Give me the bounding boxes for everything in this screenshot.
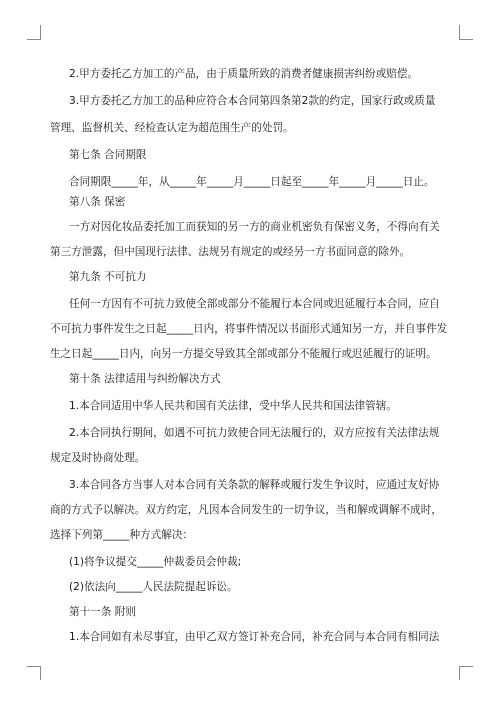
paragraph-line: 选择下列第_____种方式解决：: [50, 529, 194, 541]
paragraph-line: 3.本合同各方当事人对本合同有关条款的解释或履行发生争议时，应通过友好协: [69, 479, 440, 491]
paragraph-line: 任何一方因有不可抗力致使全部或部分不能履行本合同或迟延履行本合同，应自: [69, 298, 440, 310]
paragraph-line: 规定及时协商处理。: [50, 452, 146, 464]
crop-mark-bottom-right-h: [459, 666, 473, 667]
paragraph-line: 合同期限_____年，从_____年_____月_____日起至_____年_____月_____日止。: [69, 176, 435, 188]
crop-mark-top-left-h: [27, 39, 41, 40]
paragraph-line: 商的方式予以解决。双方约定，凡因本合同发生的一切争议，当和解或调解不成时，: [50, 504, 442, 516]
paragraph-line: 2.甲方委托乙方加工的产品，由于质量所致的消费者健康损害纠纷或赔偿。: [69, 68, 419, 80]
crop-mark-bottom-left-v: [40, 666, 41, 680]
paragraph-line: 第三方泄露，但中国现行法律、法规另有规定的或经另一方书面同意的除外。: [50, 246, 411, 258]
paragraph-line: (2)依法向_____人民法院提起诉讼。: [69, 581, 238, 593]
crop-mark-top-left-v: [40, 25, 41, 39]
crop-mark-top-right-v: [459, 25, 460, 39]
paragraph-line: 1.本合同适用中华人民共和国有关法律，受中华人民共和国法律管辖。: [69, 400, 397, 412]
section-heading: 第十一条 附则: [69, 606, 136, 618]
section-heading: 第九条 不可抗力: [69, 271, 147, 283]
section-heading: 第八条 保密: [69, 196, 126, 208]
crop-mark-top-right-h: [459, 39, 473, 40]
paragraph-line: 3.甲方委托乙方加工的品种应符合本合同第四条第2款的约定，国家行政或质量: [69, 95, 436, 107]
paragraph-line: 1.本合同如有未尽事宜，由甲乙双方签订补充合同，补充合同与本合同有相同法: [69, 631, 440, 643]
paragraph-line: 一方对因化妆品委托加工而获知的另一方的商业机密负有保密义务，不得向有关: [69, 221, 440, 233]
paragraph-line: 2.本合同执行期间，如遇不可抗力致使合同无法履行的，双方应按有关法律法规: [69, 427, 440, 439]
section-heading: 第十条 法律适用与纠纷解决方式: [69, 373, 221, 385]
crop-mark-bottom-left-h: [27, 666, 41, 667]
section-heading: 第七条 合同期限: [69, 149, 147, 161]
paragraph-line: 生之日起_____日内，向另一方提交导致其全部或部分不能履行或迟延履行的证明。: [50, 348, 437, 360]
crop-mark-bottom-right-v: [459, 666, 460, 680]
paragraph-line: 管理、监督机关、经检查认定为超范围生产的处罚。: [50, 122, 294, 134]
paragraph-line: 不可抗力事件发生之日起_____日内，将事件情况以书面形式通知另一方，并自事件发: [50, 323, 448, 335]
paragraph-line: (1)将争议提交_____仲裁委员会仲裁;: [69, 556, 242, 568]
